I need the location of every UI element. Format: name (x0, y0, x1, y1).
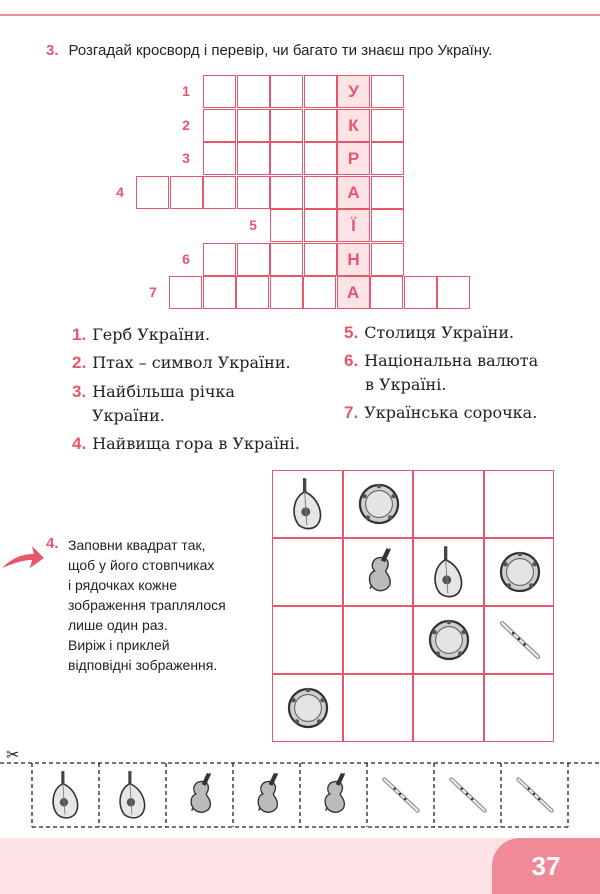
crossword-cell[interactable] (270, 142, 303, 175)
clue-5 (344, 321, 514, 345)
grid-cell[interactable] (413, 674, 484, 742)
tambourine-icon (497, 544, 543, 600)
crossword-cell[interactable] (370, 276, 403, 309)
crossword-cell[interactable] (304, 109, 337, 142)
clue-text: Найбільша річка (92, 382, 235, 401)
crossword-cell[interactable] (169, 276, 202, 309)
crossword-cell[interactable] (270, 109, 303, 142)
crossword-cell[interactable] (203, 176, 236, 209)
bandura-icon (120, 771, 145, 818)
cut-out-card[interactable] (191, 773, 211, 812)
crossword-cell[interactable] (270, 243, 303, 276)
clue-text: Герб України. (92, 325, 211, 344)
task-4-line: Заповни квадрат так, (68, 537, 206, 553)
crossword-cell[interactable] (270, 176, 303, 209)
clue-number: 2. (72, 353, 87, 372)
crossword-cell[interactable] (404, 276, 437, 309)
crossword-cell[interactable] (304, 142, 337, 175)
crossword-cell[interactable] (304, 209, 337, 242)
scissors-icon: ✂ (6, 747, 20, 764)
clue-number: 5. (344, 323, 359, 342)
task-number: 3. (46, 42, 59, 59)
task-4-number: 4. (46, 535, 59, 552)
grid-cell[interactable] (343, 674, 414, 742)
clue-text: Птах – символ України. (92, 353, 291, 372)
top-rule (0, 14, 600, 16)
crossword-cell[interactable] (304, 243, 337, 276)
violin-icon (356, 544, 402, 600)
grid-cell[interactable] (413, 538, 484, 606)
task-4-line: щоб у його стовпчиках (68, 557, 215, 573)
crossword-key-cell[interactable]: А (337, 176, 370, 209)
bandura-icon (53, 771, 78, 818)
page-number: 37 (492, 838, 600, 894)
grid-cell[interactable] (343, 470, 414, 538)
clue-number: 1. (72, 325, 87, 344)
crossword-row-number: 6 (182, 250, 190, 267)
grid-cell[interactable] (484, 470, 555, 538)
violin-icon (258, 773, 278, 812)
bandura-icon (426, 544, 472, 600)
crossword-cell[interactable] (237, 75, 270, 108)
tambourine-icon (426, 612, 472, 668)
tambourine-icon (285, 680, 331, 736)
crossword-cell[interactable] (203, 75, 236, 108)
sopilka-icon (384, 779, 417, 810)
tambourine-icon (356, 476, 402, 532)
clue-number: 3. (72, 382, 87, 401)
clue-text: Столиця України. (364, 323, 515, 342)
grid-cell[interactable] (484, 538, 555, 606)
cut-out-card[interactable] (325, 773, 345, 812)
crossword-key-cell[interactable]: К (337, 109, 370, 142)
crossword-cell[interactable] (371, 209, 404, 242)
clue-number: 7. (344, 403, 359, 422)
task-text: Розгадай кросворд і перевір, чи багато ти знаєш про Україну. (68, 42, 493, 59)
pointer-arrow-icon (0, 540, 44, 574)
task-4-line: зображення траплялося (68, 597, 226, 613)
grid-cell[interactable] (272, 470, 343, 538)
grid-cell[interactable] (484, 674, 555, 742)
task-3-heading (46, 42, 492, 59)
crossword-cell[interactable] (371, 243, 404, 276)
clue-text: Найвища гора в Україні. (92, 434, 300, 453)
clue-1 (72, 323, 210, 347)
crossword-cell[interactable] (237, 176, 270, 209)
clue-number: 4. (72, 434, 87, 453)
grid-cell[interactable] (343, 606, 414, 674)
crossword-key-cell[interactable]: Ї (337, 209, 370, 242)
cut-out-card[interactable] (451, 779, 484, 810)
crossword-cell[interactable] (237, 243, 270, 276)
clue-text: Національна валюта (364, 351, 539, 370)
bandura-icon (285, 476, 331, 532)
grid-cell[interactable] (343, 538, 414, 606)
sopilka-icon (451, 779, 484, 810)
crossword-row-number: 4 (116, 183, 124, 200)
clue-number: 6. (344, 351, 359, 370)
sopilka-icon (497, 612, 543, 668)
crossword-key-cell[interactable]: Р (337, 142, 370, 175)
cut-out-card[interactable] (518, 779, 551, 810)
crossword-cell[interactable] (170, 176, 203, 209)
violin-icon (325, 773, 345, 812)
crossword-cell[interactable] (237, 109, 270, 142)
crossword-cell[interactable] (371, 109, 404, 142)
task-4-line: і рядочках кожне (68, 577, 178, 593)
clue-6 (344, 349, 538, 397)
cut-out-card[interactable] (120, 771, 145, 818)
crossword-key-cell[interactable]: У (337, 75, 370, 108)
crossword-cell[interactable] (203, 276, 236, 309)
crossword-cell[interactable] (203, 109, 236, 142)
clue-text-cont: України. (92, 406, 165, 425)
crossword-cell[interactable] (437, 276, 470, 309)
crossword-cell[interactable] (304, 176, 337, 209)
crossword-cell[interactable] (203, 243, 236, 276)
sopilka-icon (518, 779, 551, 810)
crossword-cell[interactable] (136, 176, 169, 209)
crossword-cell[interactable] (237, 142, 270, 175)
crossword-cell[interactable] (270, 209, 303, 242)
clue-text: Українська сорочка. (364, 403, 538, 422)
violin-icon (191, 773, 211, 812)
crossword-row-number: 2 (182, 116, 190, 133)
crossword-cell[interactable] (371, 75, 404, 108)
crossword-cell[interactable] (371, 142, 404, 175)
crossword-row-number: 1 (182, 83, 190, 99)
task-4-line: відповідні зображення. (68, 657, 218, 673)
crossword-cell[interactable] (236, 276, 269, 309)
clue-4 (72, 432, 300, 456)
crossword-key-cell[interactable]: Н (337, 243, 370, 276)
grid-cell[interactable] (272, 606, 343, 674)
crossword-cell[interactable] (371, 176, 404, 209)
crossword-cell[interactable] (270, 276, 303, 309)
cut-out-card[interactable] (53, 771, 78, 818)
crossword-cell[interactable] (270, 75, 303, 108)
cut-out-card[interactable] (258, 773, 278, 812)
clue-text-cont: в Україні. (365, 375, 447, 394)
grid-cell[interactable] (272, 538, 343, 606)
crossword-row-number: 3 (182, 150, 190, 166)
cut-out-card[interactable] (384, 779, 417, 810)
clue-7 (344, 401, 537, 425)
crossword-key-cell[interactable]: А (337, 276, 370, 309)
clue-3 (72, 380, 235, 428)
task-4-text (68, 535, 278, 675)
crossword-row-number: 7 (149, 284, 157, 300)
cut-out-strip (0, 760, 600, 830)
crossword-cell[interactable] (303, 276, 336, 309)
crossword-cell[interactable] (203, 142, 236, 175)
crossword-row-number: 5 (249, 217, 257, 233)
grid-cell[interactable] (484, 606, 555, 674)
latin-square-grid (272, 470, 554, 742)
task-4-line: Виріж і приклей (68, 637, 170, 653)
clue-2 (72, 351, 291, 375)
grid-cell[interactable] (413, 606, 484, 674)
crossword-cell[interactable] (304, 75, 337, 108)
task-4-line: лише один раз. (68, 617, 168, 633)
grid-cell[interactable] (413, 470, 484, 538)
grid-cell[interactable] (272, 674, 343, 742)
